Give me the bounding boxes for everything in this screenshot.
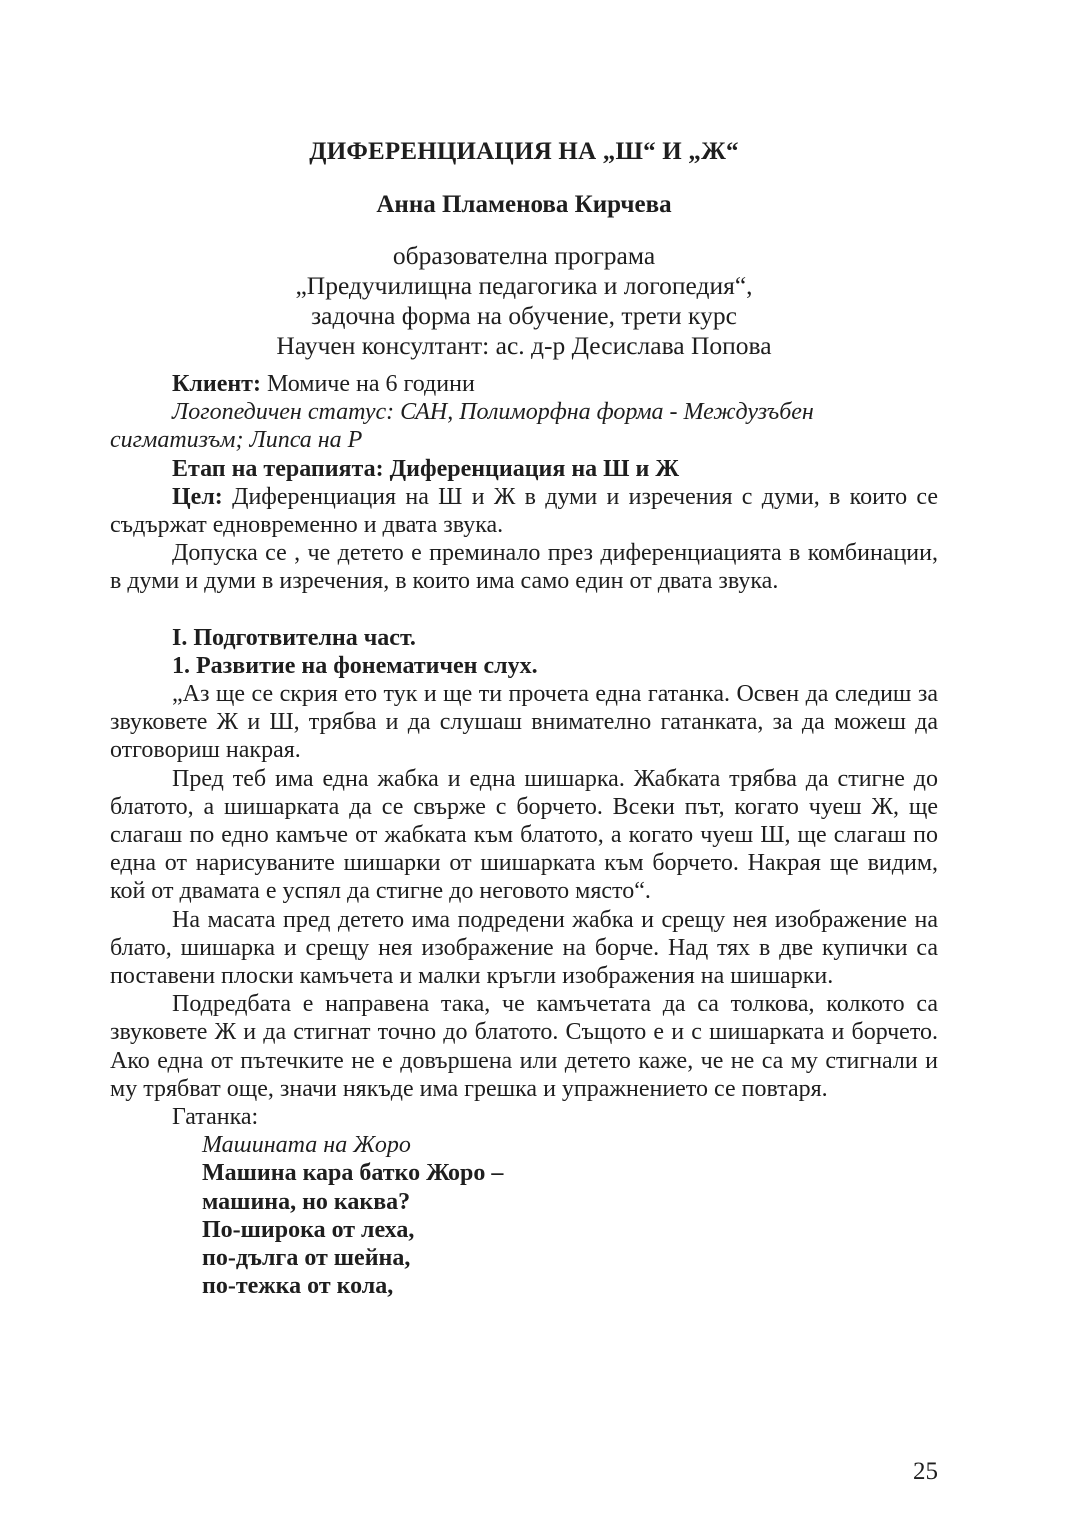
client-value: Момиче на 6 години (260, 371, 475, 397)
affiliation-specialty: „Предучилищна педагогика и логопедия“, (295, 271, 753, 300)
document-body (110, 370, 938, 1301)
poem-line: машина, но каква? (202, 1188, 411, 1215)
stage-text: Етап на терапията: Диференциация на Ш и Ж (172, 455, 680, 482)
paragraph-table-setup: На масата пред детето има подредени жабка и срещу нея изображение на блато, шишарка и срещу нея изображение на борче. Над тях в две купички са поставени плоски камъчета и малки кръгли изображения на шишарки. (110, 906, 938, 990)
poem-line: По-широка от леха, (202, 1216, 415, 1243)
subsection-heading (110, 652, 938, 680)
affiliation-program: образователна програма (392, 241, 656, 270)
goal-paragraph (110, 483, 938, 539)
poem-line: Машина кара батко Жоро – (202, 1160, 504, 1187)
affiliation-consultant: Научен консултант: ас. д-р Десислава Попова (276, 331, 772, 360)
assumption-paragraph: Допуска се , че детето е преминало през диференциацията в комбинации, в думи и думи в изречения, в които има само един от двата звука. (110, 540, 938, 595)
affiliation-study-form: задочна форма на обучение, трети курс (311, 301, 737, 330)
subsection-heading-text: 1. Развитие на фонематичен слух. (172, 652, 538, 679)
status-line (110, 398, 938, 454)
affiliation-block (110, 241, 938, 361)
client-line (110, 370, 938, 398)
paragraph-instructions: „Аз ще се скрия ето тук и ще ти прочета една гатанка. Освен да следиш за звуковете Ж и Ш, трябва и да слушаш внимателно гатанката, за да можеш да отговориш накрая. (110, 681, 938, 764)
section-heading (110, 624, 938, 652)
paragraph-frog-and-cone: Пред теб има една жабка и една шишарка. Жабката трябва да стигне до блатото, а шишарката да се свърже с борчето. Всеки път, когато чуеш Ж, ще слагаш по едно камъче от жабката към блатото, а когато чуеш Ш, ще слагаш по една от нарисуваните шишарки от шишарката към борчето. Накрая ще видим, кой от двамата е успял да стигне до неговото място“. (110, 765, 938, 905)
therapy-stage (110, 455, 938, 483)
page-number: 25 (913, 1458, 938, 1485)
paragraph-arrangement: Подредбата е направена така, че камъчетата да са толкова, колкото са звуковете Ж и да стигнат точно до блатото. Същото е и с шишарката и борчето. Ако една от пътечките не е довършена или детето каже, че не са му стигнали и му трябват още, значи някъде има грешка и упражнението се повтаря. (110, 991, 938, 1102)
author-name: Анна Пламенова Кирчева (376, 191, 672, 218)
poem-line: по-тежка от кола, (202, 1273, 394, 1300)
goal-value: Диференциация на Ш и Ж в думи и изречения с думи, в които се съдържат едновременно и двата звука. (110, 483, 938, 539)
document-page (110, 0, 938, 1534)
poem-line: по-дълга от шейна, (202, 1245, 411, 1272)
section-heading-text: I. Подготвителна част. (172, 624, 416, 651)
riddle-label: Гатанка: (172, 1104, 259, 1131)
goal-label: Цел: (172, 483, 223, 510)
riddle-poem (110, 1131, 938, 1300)
status-text: Логопедичен статус: САН, Полиморфна форма - Междузъбен сигматизъм; Липса на Р (110, 399, 814, 454)
spacer (110, 596, 938, 624)
poem-title: Машината на Жоро (202, 1132, 411, 1159)
page-title: ДИФЕРЕНЦИАЦИЯ НА „Ш“ И „Ж“ (309, 138, 739, 165)
client-label: Клиент: (172, 371, 261, 397)
